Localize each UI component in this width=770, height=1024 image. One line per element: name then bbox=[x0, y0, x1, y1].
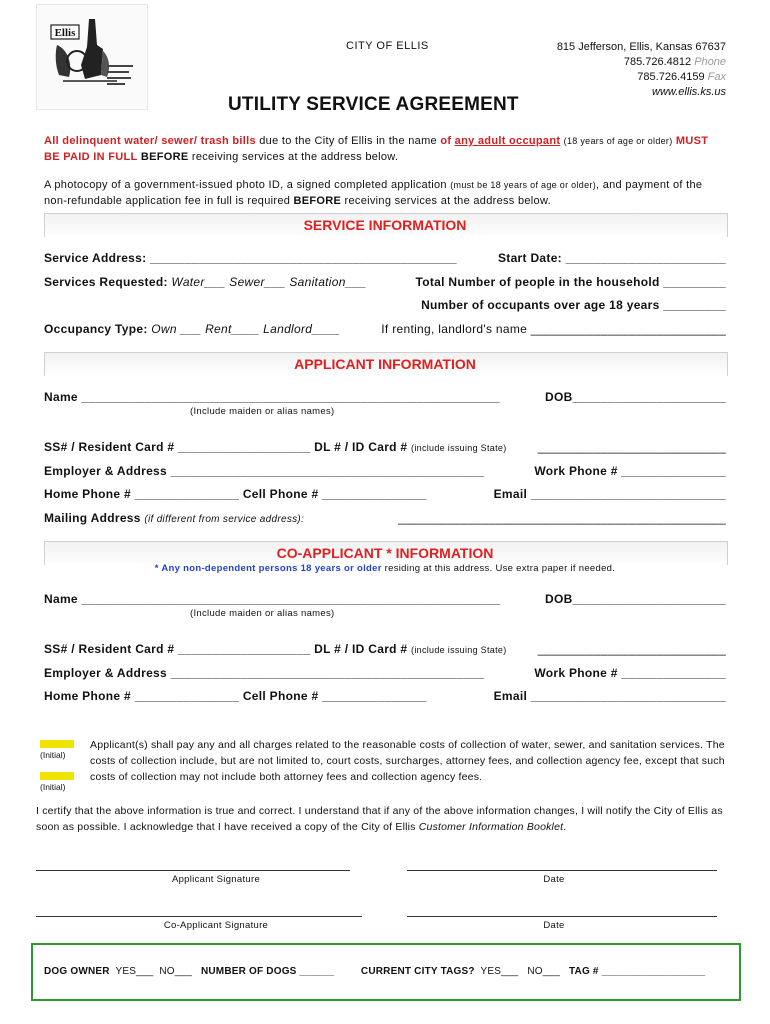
coapplicant-signature-line[interactable] bbox=[36, 916, 362, 917]
city-tags-no[interactable]: NO___ bbox=[527, 966, 561, 977]
own-option[interactable]: Own ___ bbox=[151, 322, 202, 336]
applicant-date-label: Date bbox=[543, 874, 565, 885]
adult-occupant-text: any adult occupant bbox=[454, 135, 561, 147]
coapplicant-phone-row bbox=[44, 689, 726, 703]
applicant-phone-row bbox=[44, 487, 726, 501]
service-section-heading: SERVICE INFORMATION bbox=[303, 217, 467, 233]
coapplicant-name-field[interactable]: Name ____________________________________________________________ bbox=[44, 592, 500, 606]
page-title: UTILITY SERVICE AGREEMENT bbox=[228, 94, 519, 115]
coapplicant-email-field[interactable]: Email ____________________________ bbox=[493, 689, 726, 703]
applicant-employer-row bbox=[44, 464, 726, 478]
coapplicant-id-row bbox=[44, 642, 726, 656]
coapplicant-dl-field[interactable]: ___________________________ bbox=[537, 642, 726, 656]
applicant-signature-label: Applicant Signature bbox=[171, 874, 261, 885]
coapplicant-signature-label: Co-Applicant Signature bbox=[163, 920, 269, 931]
certification-text: I certify that the above information is true and correct. I understand that if any of the above information changes, I will notify the City of Ellis as soon as possible. I acknowledge that I have received a copy of the City of Ellis bbox=[36, 805, 723, 833]
logo-text: Ellis bbox=[54, 27, 76, 39]
landlord-option[interactable]: Landlord____ bbox=[263, 322, 341, 336]
coapplicant-cell-phone-field[interactable]: Cell Phone # _______________ bbox=[242, 689, 427, 703]
city-phone: 785.726.4812 bbox=[623, 56, 692, 68]
id-text-2: , and payment of the non-refundable application fee in full is required bbox=[44, 179, 703, 207]
coapplicant-note-text: residing at this address. Use extra paper if needed. bbox=[381, 563, 616, 574]
city-name: CITY OF ELLIS bbox=[346, 40, 429, 52]
coapplicant-home-phone-field[interactable]: Home Phone # _______________ bbox=[44, 689, 240, 703]
applicant-work-phone-field[interactable]: Work Phone # _______________ bbox=[534, 464, 726, 478]
coapplicant-note-highlight: * Any non-dependent persons 18 years or older bbox=[154, 563, 382, 574]
occupancy-type-label: Occupancy Type: bbox=[44, 322, 148, 336]
delinquent-notice bbox=[44, 133, 726, 165]
mailing-address-field[interactable]: _______________________________________________ bbox=[398, 511, 726, 525]
start-date-field[interactable]: Start Date: _______________________ bbox=[497, 251, 726, 265]
coapplicant-date-line[interactable] bbox=[407, 916, 717, 917]
applicant-alias-note: (Include maiden or alias names) bbox=[190, 406, 335, 417]
city-address: 815 Jefferson, Ellis, Kansas 67637 bbox=[556, 41, 726, 53]
initial-field-1[interactable] bbox=[40, 740, 74, 748]
coapplicant-ss-field[interactable]: SS# / Resident Card # ___________________ bbox=[44, 642, 311, 656]
applicant-home-phone-field[interactable]: Home Phone # _______________ bbox=[44, 487, 240, 501]
id-text-1: A photocopy of a government-issued photo ID, a signed completed application bbox=[44, 179, 451, 191]
id-before-text: BEFORE bbox=[293, 195, 342, 207]
coapplicant-dob-field[interactable]: DOB______________________ bbox=[545, 592, 726, 606]
coapplicant-note bbox=[44, 563, 726, 574]
services-requested-label: Services Requested: bbox=[44, 275, 168, 289]
household-total-field[interactable]: Total Number of people in the household _________ bbox=[415, 275, 726, 289]
initial-label-1: (Initial) bbox=[40, 750, 66, 760]
city-tags-yes[interactable]: YES___ bbox=[480, 966, 519, 977]
booklet-title: Customer Information Booklet bbox=[418, 821, 564, 833]
city-fax: 785.726.4159 bbox=[637, 71, 705, 83]
certification-period: . bbox=[563, 821, 567, 833]
applicant-dl-field[interactable]: ___________________________ bbox=[537, 440, 726, 454]
mailing-address-label: Mailing Address bbox=[44, 511, 141, 525]
notice-text-1: due to the City of Ellis in the name bbox=[255, 135, 441, 147]
dog-owner-no[interactable]: NO___ bbox=[159, 966, 193, 977]
coapplicant-work-phone-field[interactable]: Work Phone # _______________ bbox=[534, 666, 726, 680]
applicant-id-row bbox=[44, 440, 726, 454]
city-phone-line bbox=[557, 55, 726, 70]
applicant-name-field[interactable]: Name ____________________________________________________________ bbox=[44, 390, 500, 404]
id-age-note: (must be 18 years of age or older) bbox=[450, 180, 596, 190]
coapplicant-dl-label: DL # / ID Card # bbox=[314, 642, 408, 656]
services-requested-row bbox=[44, 275, 726, 289]
coapplicant-alias-note: (Include maiden or alias names) bbox=[190, 608, 335, 619]
applicant-cell-phone-field[interactable]: Cell Phone # _______________ bbox=[242, 487, 427, 501]
applicant-dl-state-note: (include issuing State) bbox=[411, 443, 507, 453]
applicant-mailing-row bbox=[44, 511, 726, 525]
applicant-dob-field[interactable]: DOB______________________ bbox=[545, 390, 726, 404]
coapplicant-dl-state-note: (include issuing State) bbox=[411, 645, 507, 655]
dog-owner-label: DOG OWNER bbox=[44, 966, 110, 977]
rent-option[interactable]: Rent____ bbox=[205, 322, 260, 336]
fax-label: Fax bbox=[707, 71, 726, 83]
service-address-row bbox=[44, 251, 726, 265]
number-of-dogs-field[interactable]: NUMBER OF DOGS ______ bbox=[200, 966, 335, 977]
city-tags-label: CURRENT CITY TAGS? bbox=[360, 966, 475, 977]
city-fax-line bbox=[557, 70, 726, 85]
occupants-over-18-field[interactable]: Number of occupants over age 18 years _________ bbox=[421, 298, 726, 312]
initial-field-2[interactable] bbox=[40, 772, 74, 780]
sewer-option[interactable]: Sewer___ bbox=[229, 275, 286, 289]
city-website[interactable]: www.ellis.ks.us bbox=[652, 86, 726, 98]
applicant-signature-line[interactable] bbox=[36, 870, 350, 871]
city-logo bbox=[36, 4, 148, 110]
landlord-name-field[interactable]: If renting, landlord's name ____________________________ bbox=[381, 322, 726, 336]
coapplicant-employer-row bbox=[44, 666, 726, 680]
phone-label: Phone bbox=[694, 56, 726, 68]
service-address-field[interactable]: Service Address: ____________________________________________ bbox=[44, 251, 457, 265]
coapplicant-employer-field[interactable]: Employer & Address _____________________________________________ bbox=[44, 666, 485, 680]
notice-text-2: receiving services at the address below. bbox=[188, 151, 399, 163]
id-text-3: receiving services at the address below. bbox=[341, 195, 551, 207]
applicant-section-heading: APPLICANT INFORMATION bbox=[294, 356, 476, 372]
applicant-email-field[interactable]: Email ____________________________ bbox=[493, 487, 726, 501]
id-requirement-notice bbox=[44, 177, 726, 209]
mailing-address-note: (if different from service address): bbox=[144, 514, 305, 525]
occupants-over-18-row bbox=[44, 298, 726, 312]
sanitation-option[interactable]: Sanitation___ bbox=[289, 275, 367, 289]
water-option[interactable]: Water___ bbox=[171, 275, 226, 289]
coapplicant-name-row bbox=[44, 592, 726, 606]
applicant-employer-field[interactable]: Employer & Address _____________________________________________ bbox=[44, 464, 485, 478]
notice-of-text: of bbox=[440, 135, 452, 147]
occupancy-type-row bbox=[44, 322, 726, 336]
dog-owner-row bbox=[44, 966, 705, 977]
collection-costs-clause: Applicant(s) shall pay any and all charges related to the reasonable costs of collection of water, sewer, and sanitation services. The costs of collection include, but are not limited to, court costs, surcharges, attorney fees, and collection agency fee, except that such costs of collection may not include both attorney fees and collection agency fees. bbox=[90, 739, 725, 783]
initial-label-2: (Initial) bbox=[40, 782, 66, 792]
delinquent-bills-text: All delinquent water/ sewer/ trash bills bbox=[44, 135, 256, 147]
certification-statement bbox=[36, 803, 726, 835]
tag-number-field[interactable]: TAG # __________________ bbox=[568, 966, 706, 977]
coapplicant-date-label: Date bbox=[543, 920, 565, 931]
city-seal-icon bbox=[37, 5, 147, 109]
applicant-date-line[interactable] bbox=[407, 870, 717, 871]
coapplicant-section-heading: CO-APPLICANT * INFORMATION bbox=[276, 545, 494, 561]
age-note: (18 years of age or older) bbox=[563, 136, 673, 146]
applicant-name-row bbox=[44, 390, 726, 404]
dog-owner-yes[interactable]: YES___ bbox=[115, 966, 154, 977]
applicant-ss-field[interactable]: SS# / Resident Card # ___________________ bbox=[44, 440, 311, 454]
city-contact bbox=[557, 40, 726, 100]
applicant-dl-label: DL # / ID Card # bbox=[314, 440, 408, 454]
must-be-paid-text: MUST BE PAID IN FULL bbox=[44, 135, 709, 163]
before-text: BEFORE bbox=[140, 151, 189, 163]
